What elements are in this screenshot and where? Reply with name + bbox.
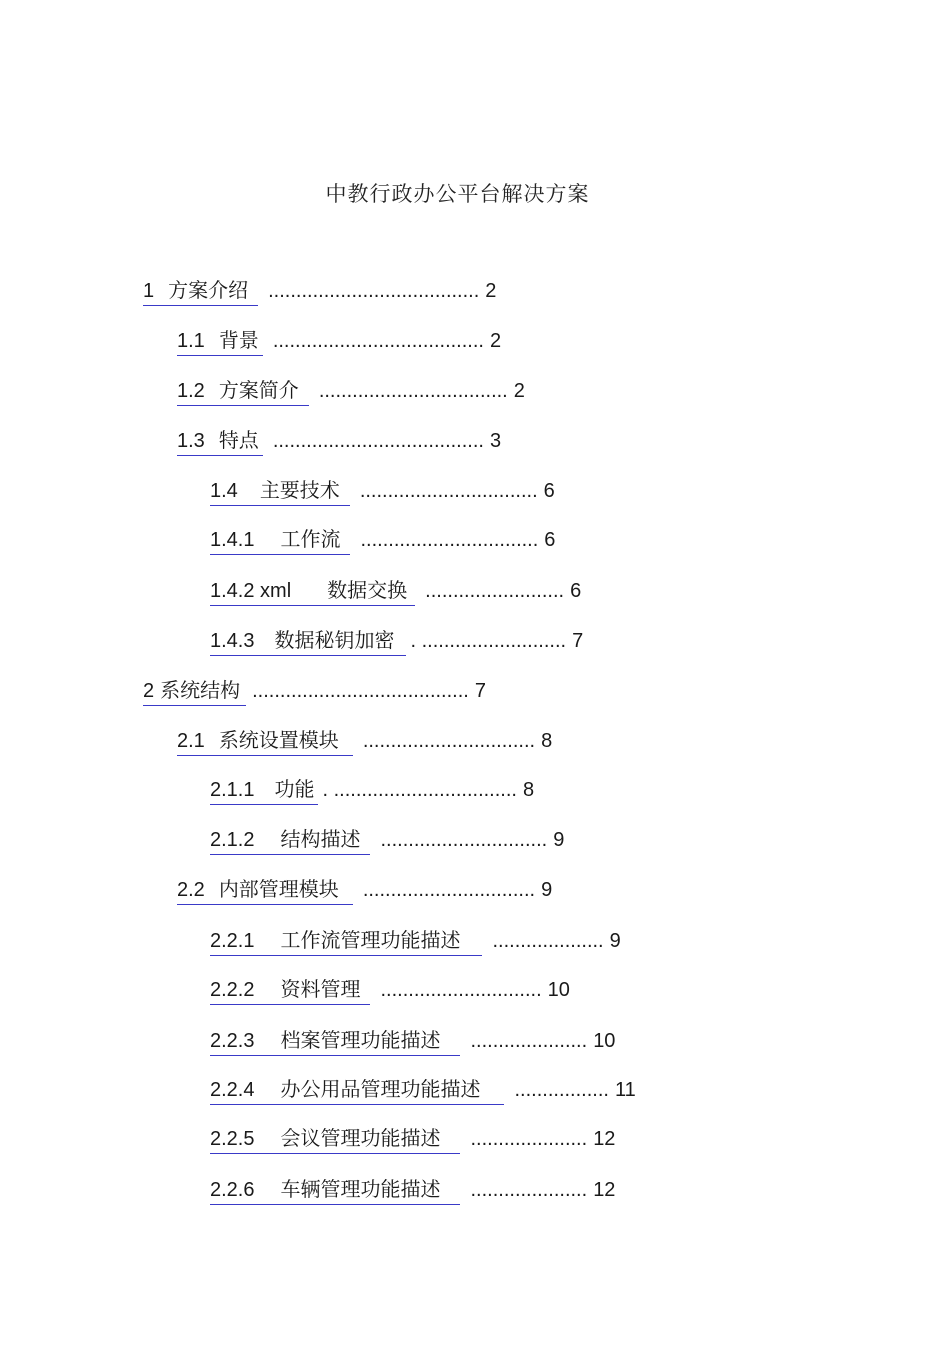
toc-page-number: 12 xyxy=(593,1128,616,1150)
toc-link[interactable] xyxy=(210,577,415,606)
toc-number: 2.2.5 xyxy=(210,1128,255,1150)
toc-leader: ..................... xyxy=(470,1179,588,1201)
toc-title: 特点 xyxy=(218,428,259,452)
toc-link[interactable] xyxy=(210,627,406,656)
toc-entry[interactable] xyxy=(177,327,501,355)
toc-link[interactable] xyxy=(210,1125,460,1154)
toc-leader: ............................... xyxy=(362,730,536,752)
toc-entry[interactable] xyxy=(210,927,621,955)
toc-number: 2.2.2 xyxy=(210,979,255,1001)
toc-leader: ............................. xyxy=(380,979,542,1001)
toc-number: 2.2.3 xyxy=(210,1030,255,1052)
toc-number: 2.1 xyxy=(177,730,205,752)
toc-page-number: 9 xyxy=(541,879,553,901)
toc-entry[interactable] xyxy=(210,976,570,1004)
toc-entry[interactable] xyxy=(210,776,534,804)
toc-link[interactable] xyxy=(210,826,370,855)
toc-number: 1 xyxy=(143,280,155,302)
toc-leader: .............................. xyxy=(380,829,548,851)
toc-link[interactable] xyxy=(143,677,246,706)
toc-entry[interactable] xyxy=(210,477,555,505)
toc-entry[interactable] xyxy=(143,277,496,305)
toc-title: 系统结构 xyxy=(160,678,241,702)
toc-title: 工作流 xyxy=(280,527,341,551)
toc-link[interactable] xyxy=(210,776,318,805)
toc-leader: ................................ xyxy=(360,529,539,551)
toc-entry[interactable] xyxy=(143,677,486,705)
toc-page-number: 11 xyxy=(614,1079,636,1101)
toc-page-number: 7 xyxy=(474,680,486,702)
toc-title: 资料管理 xyxy=(280,977,361,1001)
toc-title: 内部管理模块 xyxy=(218,877,339,901)
toc-page-number: 3 xyxy=(489,430,502,452)
toc-leader: ....................................... xyxy=(252,680,469,702)
toc-page-number: 7 xyxy=(572,630,584,652)
toc-link[interactable] xyxy=(210,477,350,506)
toc-title: 工作流管理功能描述 xyxy=(280,928,461,952)
toc-page-number: 10 xyxy=(593,1030,616,1052)
toc-number: 1.4.3 xyxy=(210,630,255,652)
toc-number: 1.3 xyxy=(177,430,205,452)
toc-number: 1.2 xyxy=(177,380,205,402)
toc-leader: ..................... xyxy=(470,1128,588,1150)
toc-link[interactable] xyxy=(210,1076,504,1105)
toc-title: 方案介绍 xyxy=(168,278,249,302)
toc-link[interactable] xyxy=(210,1027,460,1056)
toc-page-number: 6 xyxy=(570,580,582,602)
toc-page-number: 8 xyxy=(522,779,535,801)
toc-number: 1.1 xyxy=(177,330,205,352)
toc-leader: ...................................... xyxy=(272,430,484,452)
toc-leader: . ................................. xyxy=(322,779,517,801)
toc-title: 结构描述 xyxy=(280,827,361,851)
toc-entry[interactable] xyxy=(210,577,581,605)
toc-entry[interactable] xyxy=(210,1076,636,1104)
toc-link[interactable] xyxy=(177,327,263,356)
toc-title: 会议管理功能描述 xyxy=(280,1126,441,1150)
toc-number: 1.4 xyxy=(210,480,238,502)
toc-number: 2.2.6 xyxy=(210,1179,255,1201)
toc-entry[interactable] xyxy=(177,377,525,405)
toc-entry[interactable] xyxy=(177,727,552,755)
toc-title: 数据交换 xyxy=(327,578,408,602)
toc-number: 1.4.2 xml xyxy=(210,580,292,602)
toc-leader: .................... xyxy=(492,930,604,952)
toc-link[interactable] xyxy=(177,427,263,456)
toc-page-number: 2 xyxy=(485,280,497,302)
toc-page-number: 8 xyxy=(541,730,553,752)
toc-link[interactable] xyxy=(210,927,482,956)
toc-title: 办公用品管理功能描述 xyxy=(280,1077,481,1101)
toc-entry[interactable] xyxy=(210,1027,615,1055)
toc-title: 系统设置模块 xyxy=(218,728,339,752)
toc-number: 2 xyxy=(143,680,155,702)
toc-page-number: 6 xyxy=(543,480,555,502)
toc-number: 1.4.1 xyxy=(210,529,255,551)
document-title: 中教行政办公平台解决方案 xyxy=(325,182,590,206)
toc-number: 2.2.4 xyxy=(210,1079,255,1101)
toc-link[interactable] xyxy=(177,727,353,756)
toc-leader: . .......................... xyxy=(410,630,567,652)
toc-title: 档案管理功能描述 xyxy=(280,1028,441,1052)
toc-page-number: 9 xyxy=(553,829,565,851)
toc-title: 主要技术 xyxy=(259,478,340,502)
toc-title: 功能 xyxy=(274,777,315,801)
toc-link[interactable] xyxy=(210,976,370,1005)
toc-entry[interactable] xyxy=(210,1176,615,1204)
toc-page-number: 2 xyxy=(513,380,525,402)
toc-number: 2.1.1 xyxy=(210,779,255,801)
toc-leader: ............................... xyxy=(362,879,536,901)
toc-link[interactable] xyxy=(210,1176,460,1205)
toc-page-number: 9 xyxy=(609,930,621,952)
toc-page-number: 2 xyxy=(489,330,502,352)
toc-link[interactable] xyxy=(210,526,350,555)
toc-title: 数据秘钥加密 xyxy=(274,628,395,652)
toc-number: 2.2 xyxy=(177,879,205,901)
toc-leader: ..................... xyxy=(470,1030,588,1052)
toc-leader: ................. xyxy=(514,1079,609,1101)
toc-page-number: 6 xyxy=(544,529,556,551)
toc-number: 2.2.1 xyxy=(210,930,255,952)
toc-number: 2.1.2 xyxy=(210,829,255,851)
toc-leader: ...................................... xyxy=(272,330,484,352)
toc-page-number: 12 xyxy=(593,1179,616,1201)
toc-leader: ...................................... xyxy=(268,280,480,302)
toc-entry[interactable] xyxy=(210,826,564,854)
toc-entry[interactable] xyxy=(210,627,583,655)
toc-entry[interactable] xyxy=(210,1125,615,1153)
toc-entry[interactable] xyxy=(177,427,501,455)
toc-title: 车辆管理功能描述 xyxy=(280,1177,441,1201)
toc-page-number: 10 xyxy=(547,979,570,1001)
toc-link[interactable] xyxy=(177,377,309,406)
toc-link[interactable] xyxy=(177,876,353,905)
toc-link[interactable] xyxy=(143,277,258,306)
toc-entry[interactable] xyxy=(177,876,552,904)
toc-title: 方案简介 xyxy=(218,378,299,402)
toc-leader: .................................. xyxy=(318,380,508,402)
toc-leader: ................................ xyxy=(359,480,538,502)
toc-entry[interactable] xyxy=(210,526,555,554)
toc-title: 背景 xyxy=(218,328,259,352)
toc-leader: ......................... xyxy=(425,580,565,602)
